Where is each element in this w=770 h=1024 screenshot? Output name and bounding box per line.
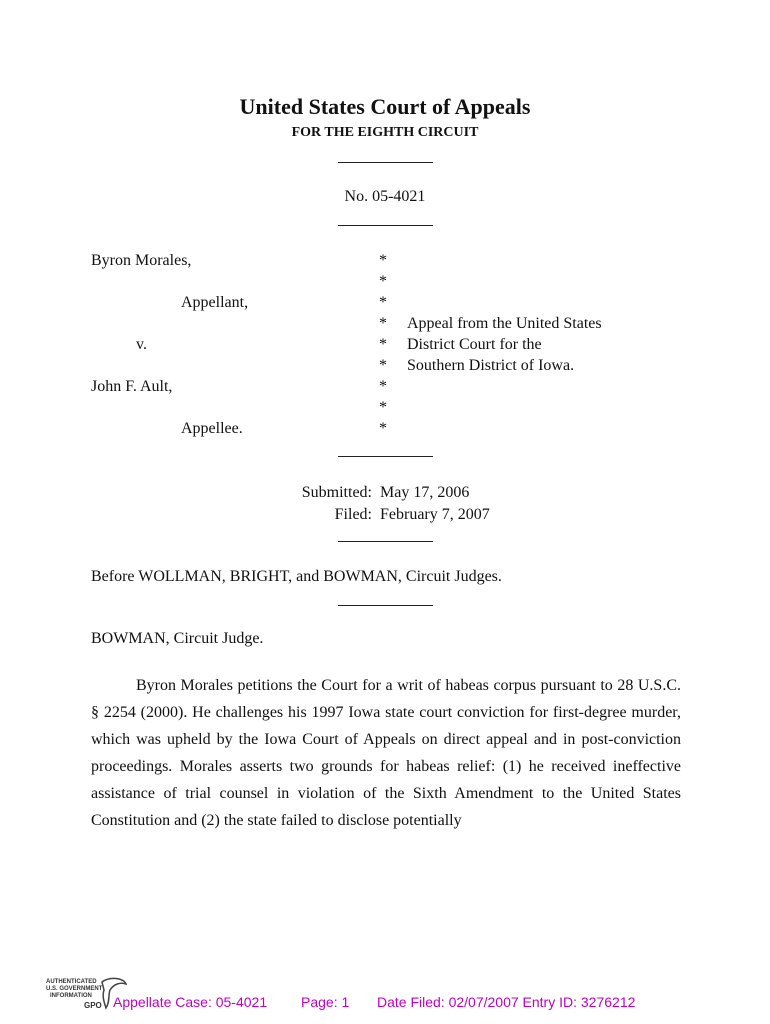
case-number: No. 05-4021 — [344, 188, 426, 205]
appeal-from-line: Southern District of Iowa. — [407, 357, 575, 374]
appeal-from-line: Appeal from the United States — [407, 315, 602, 332]
appeal-from-line: District Court for the — [407, 336, 542, 353]
appellant-role: Appellant, — [181, 294, 249, 311]
appellee-name: John F. Ault, — [91, 378, 173, 395]
divider-rule — [338, 541, 433, 542]
versus: v. — [136, 336, 147, 353]
divider-rule — [338, 225, 433, 226]
opinion-author: BOWMAN, Circuit Judge. — [91, 630, 264, 647]
footer-page: Page: 1 — [301, 994, 350, 1010]
caption-star: * — [379, 252, 387, 269]
caption-star: * — [379, 315, 387, 332]
filed-label: Filed: — [334, 506, 372, 523]
filed-date: February 7, 2007 — [380, 506, 490, 523]
caption-star: * — [379, 357, 387, 374]
court-name: United States Court of Appeals — [239, 94, 531, 119]
submitted-date: May 17, 2006 — [380, 484, 470, 501]
footer-appellate-case: Appellate Case: 05-4021 — [113, 994, 268, 1010]
caption-star: * — [379, 420, 387, 437]
divider-rule — [338, 162, 433, 163]
appellee-role: Appellee. — [181, 420, 243, 437]
gpo-logo-text: INFORMATION — [50, 993, 92, 999]
divider-rule — [338, 456, 433, 457]
caption-star: * — [379, 336, 387, 353]
caption-star: * — [379, 294, 387, 311]
submitted-label: Submitted: — [301, 484, 372, 501]
caption-star: * — [379, 399, 387, 416]
appellant-name: Byron Morales, — [91, 252, 192, 269]
circuit-name: FOR THE EIGHTH CIRCUIT — [291, 125, 479, 140]
gpo-logo-text: AUTHENTICATED — [46, 979, 97, 985]
divider-rule — [338, 605, 433, 606]
caption-star: * — [379, 273, 387, 290]
gpo-logo-text: U.S. GOVERNMENT — [46, 986, 103, 992]
caption-star: * — [379, 378, 387, 395]
footer-date-filed: Date Filed: 02/07/2007 Entry ID: 3276212 — [377, 994, 636, 1010]
opinion-paragraph: Byron Morales petitions the Court for a writ of habeas corpus pursuant to 28 U.S.C. § 2254 (2000). He challenges his 1997 Iowa state court conviction for first-degree murder, which was upheld by the Iowa Court of Appeals on direct appeal and in post-conviction proceedings. Morales asserts two grounds for habeas relief: (1) he received ineffective assistance of trial counsel in violation of the Sixth Amendment to the United States Constitution and (2) the state failed to disclose potentially — [91, 677, 681, 829]
gpo-logo-text: GPO — [84, 1001, 102, 1010]
panel-judges: Before WOLLMAN, BRIGHT, and BOWMAN, Circuit Judges. — [91, 568, 502, 585]
